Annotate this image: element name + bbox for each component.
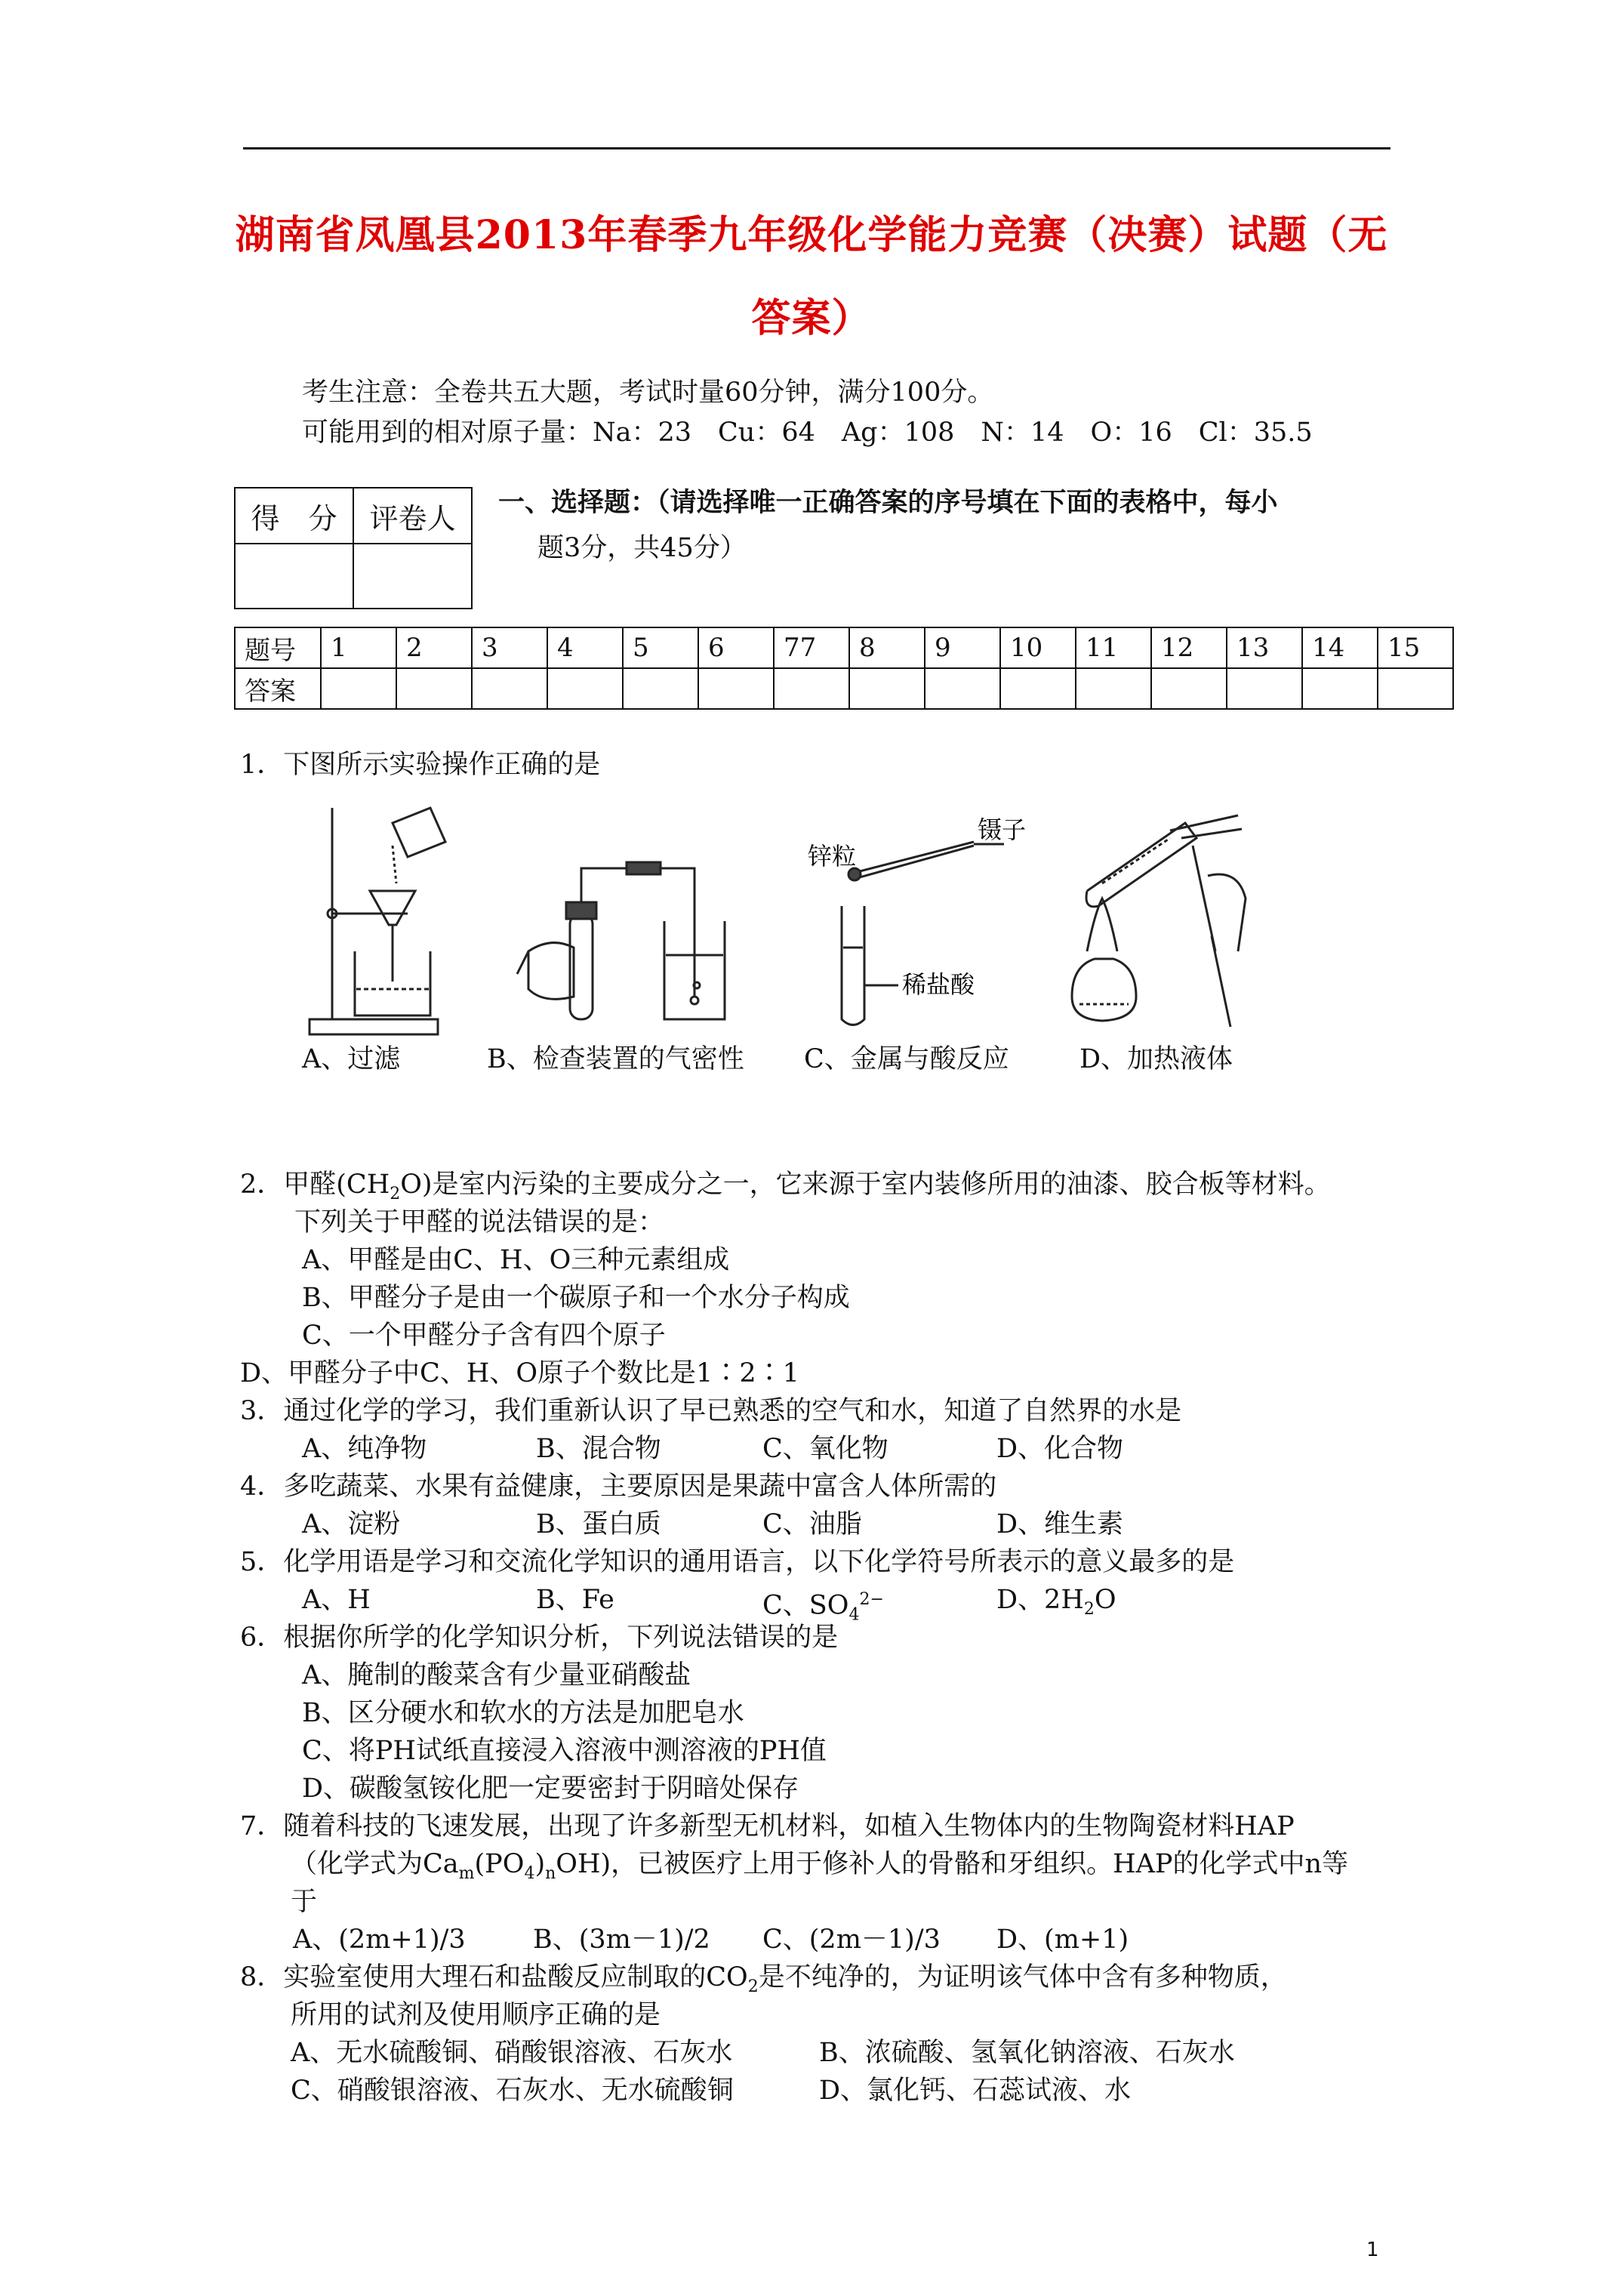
exam-notice: 考生注意：全卷共五大题，考试时量60分钟，满分100分。 [302,378,994,408]
answer-table [234,627,1454,710]
question-7-option-b: B、(3m－1)/2 [533,1925,710,1955]
answer-table-number: 14 [1302,627,1378,668]
question-4-option-c: C、油脂 [762,1509,862,1539]
tweezers-label: 镊子 [978,815,1027,844]
section-1-heading-line-2: 题3分，共45分） [537,533,747,563]
q5-c-pre: C、SO [762,1590,849,1621]
answer-cell[interactable] [547,668,623,709]
question-7-option-c: C、(2m－1)/3 [762,1925,941,1955]
q2-stem-pre: 2．甲醛(CH [240,1170,390,1200]
question-2-option-b: B、甲醛分子是由一个碳原子和一个水分子构成 [302,1283,850,1313]
question-7-stem-line-2 [291,1847,1348,1891]
answer-table-number: 15 [1378,627,1453,668]
q5-d-post: O [1094,1585,1116,1615]
question-1-option-a: A、过滤 [302,1044,401,1074]
grader-label: 评卷人 [353,488,472,544]
question-8-option-d: D、氯化钙、石蕊试液、水 [819,2076,1132,2106]
question-3-stem: 3．通过化学的学习，我们重新认识了早已熟悉的空气和水，知道了自然界的水是 [240,1396,1182,1426]
answer-table-answer-label: 答案 [235,668,321,709]
q5-d-pre: D、2H [996,1585,1084,1615]
answer-table-number: 6 [698,627,774,668]
score-label: 得 分 [235,488,353,544]
q5-c-sub: 4 [848,1605,860,1625]
question-3-option-c: C、氧化物 [762,1434,888,1464]
q8-post: 是不纯净的，为证明该气体中含有多种物质， [758,1962,1287,1992]
question-6-option-c: C、将PH试纸直接浸入溶液中测溶液的PH值 [302,1736,827,1766]
question-7-option-d: D、(m+1) [996,1925,1129,1955]
question-8-stem-line-2: 所用的试剂及使用顺序正确的是 [291,2000,661,2030]
answer-cell[interactable] [1378,668,1453,709]
q5-d-sub: 2 [1083,1600,1095,1619]
q8-sub: 2 [747,1977,759,1996]
section-1-heading-line-1 [498,485,1278,520]
question-4-option-b: B、蛋白质 [536,1509,661,1539]
q2-stem-post: O)是室内污染的主要成分之一，它来源于室内装修所用的油漆、胶合板等材料。 [400,1170,1331,1200]
answer-table-number: 1 [321,627,396,668]
answer-table-number: 12 [1151,627,1227,668]
atomic-masses: 可能用到的相对原子量：Na：23 Cu：64 Ag：108 N：14 O：16 Cl：35.5 [302,418,1313,448]
question-3-option-a: A、纯净物 [302,1434,427,1464]
q2-stem-sub: 2 [390,1185,401,1203]
filtration-figure [302,800,460,1042]
header-rule [243,147,1390,149]
answer-table-number: 11 [1076,627,1151,668]
page-title-line-1: 湖南省凤凰县2013年春季九年级化学能力竞赛（决赛）试题（无 [235,212,1388,258]
answer-cell[interactable] [321,668,396,709]
question-8-option-b: B、浓硫酸、氢氧化钠溶液、石灰水 [819,2038,1235,2068]
answer-cell[interactable] [1302,668,1378,709]
question-4-option-a: A、淀粉 [302,1509,401,1539]
q7-post: OH)，已被医疗上用于修补人的骨骼和牙组织。HAP的化学式中n等 [556,1849,1349,1879]
score-cell[interactable] [235,544,353,609]
grader-cell[interactable] [353,544,472,609]
question-3-option-d: D、化合物 [996,1434,1124,1464]
answer-table-number: 5 [623,627,698,668]
answer-cell[interactable] [1000,668,1076,709]
heating-liquid-figure [1057,800,1268,1042]
answer-cell[interactable] [698,668,774,709]
question-2-option-a: A、甲醛是由C、H、O三种元素组成 [302,1245,730,1275]
metal-acid-figure [800,800,1042,1042]
question-8-option-a: A、无水硫酸铜、硝酸银溶液、石灰水 [291,2038,733,2068]
question-5-option-a: A、H [302,1585,371,1615]
answer-table-number: 13 [1227,627,1302,668]
question-1-stem: 1．下图所示实验操作正确的是 [240,750,601,780]
question-1-option-b: B、检查装置的气密性 [487,1044,744,1074]
score-box [234,487,473,609]
zinc-label: 锌粒 [808,842,857,871]
question-1-option-d: D、加热液体 [1079,1044,1233,1074]
question-2-stem-line-2: 下列关于甲醛的说法错误的是： [294,1207,665,1237]
page-number: 1 [1366,2239,1379,2261]
q7-sub-4: 4 [524,1864,535,1883]
answer-cell[interactable] [849,668,925,709]
answer-cell[interactable] [925,668,1000,709]
answer-cell[interactable] [774,668,849,709]
question-5-stem: 5．化学用语是学习和交流化学知识的通用语言，以下化学符号所表示的意义最多的是 [240,1547,1235,1577]
question-6-option-d: D、碳酸氢铵化肥一定要密封于阴暗处保存 [302,1774,799,1804]
question-1-option-c: C、金属与酸反应 [804,1044,1009,1074]
answer-table-number-label: 题号 [235,627,321,668]
answer-table-number: 3 [472,627,547,668]
question-6-option-b: B、区分硬水和软水的方法是加肥皂水 [302,1698,744,1728]
question-6-option-a: A、腌制的酸菜含有少量亚硝酸盐 [302,1660,691,1690]
question-6-stem: 6．根据你所学的化学知识分析，下列说法错误的是 [240,1623,839,1653]
page-title-line-2: 答案） [751,295,872,341]
q7-mid: (PO [474,1849,525,1879]
answer-cell[interactable] [1076,668,1151,709]
q7-sub-n: n [545,1864,556,1883]
question-5-option-d [996,1583,1116,1627]
answer-cell[interactable] [1151,668,1227,709]
answer-table-number: 4 [547,627,623,668]
q7-mid2: ) [534,1849,546,1879]
question-7-stem-line-3: 于 [291,1887,318,1917]
answer-cell[interactable] [1227,668,1302,709]
question-7-option-a: A、(2m+1)/3 [293,1925,466,1955]
question-2-option-c: C、一个甲醛分子含有四个原子 [302,1321,666,1351]
q8-pre: 8．实验室使用大理石和盐酸反应制取的CO [240,1962,748,1992]
answer-cell[interactable] [623,668,698,709]
question-4-stem: 4．多吃蔬菜、水果有益健康，主要原因是果蔬中富含人体所需的 [240,1472,997,1502]
answer-table-number: 2 [396,627,472,668]
answer-table-number: 9 [925,627,1000,668]
answer-cell[interactable] [396,668,472,709]
q7-pre: （化学式为Ca [291,1849,459,1879]
question-3-option-b: B、混合物 [536,1434,661,1464]
answer-table-number: 10 [1000,627,1076,668]
answer-cell[interactable] [472,668,547,709]
question-5-option-b: B、Fe [536,1585,614,1615]
q7-sub-m: m [458,1864,475,1883]
answer-table-number: 8 [849,627,925,668]
section-1-heading: 一、选择题：（请选择唯一正确答案的序号填在下面的表格中，每小 [498,488,1278,518]
question-2-option-d: D、甲醛分子中C、H、O原子个数比是1∶2∶1 [240,1358,799,1388]
q5-c-sup: 2− [859,1590,884,1609]
acid-label: 稀盐酸 [902,970,975,999]
question-7-stem-line-1: 7．随着科技的飞速发展，出现了许多新型无机材料，如植入生物体内的生物陶瓷材料HAP [240,1811,1295,1841]
question-4-option-d: D、维生素 [996,1509,1124,1539]
airtightness-figure [513,800,732,1042]
answer-table-number: 77 [774,627,849,668]
question-8-option-c: C、硝酸银溶液、石灰水、无水硫酸铜 [291,2076,734,2106]
